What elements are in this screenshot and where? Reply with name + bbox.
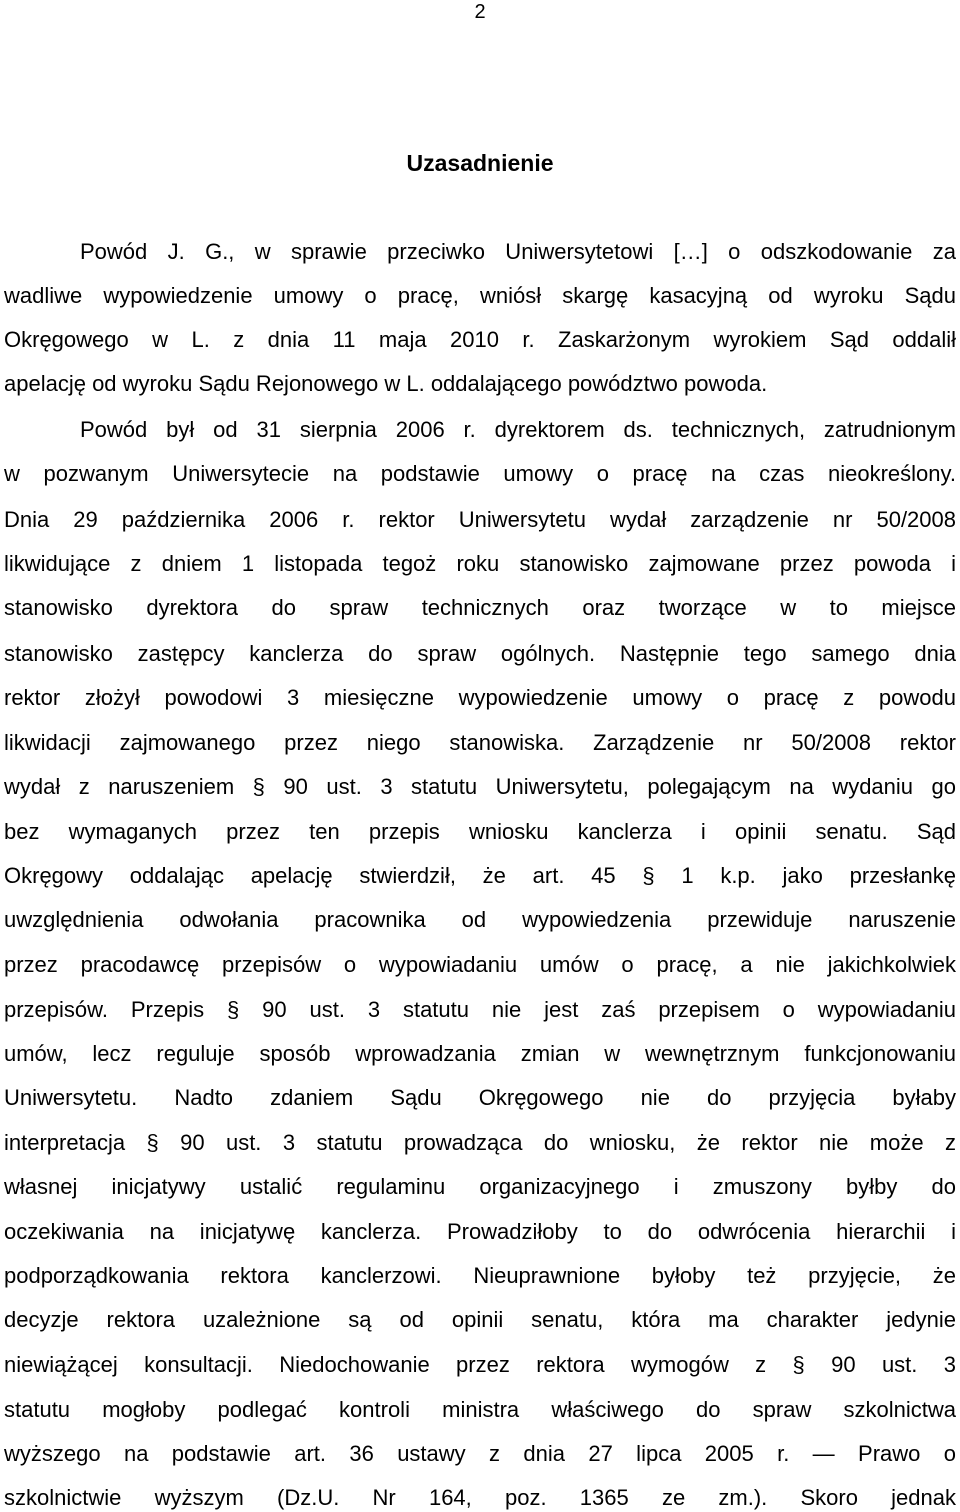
text-line: stanowisko dyrektora do spraw technicznych oraz tworzące w to miejsce	[4, 595, 956, 620]
text-line: oczekiwania na inicjatywę kanclerza. Prowadziłoby to do odwrócenia hierarchii i	[4, 1219, 956, 1244]
text-line: przez pracodawcę przepisów o wypowiadaniu umów o pracę, a nie jakichkolwiek	[4, 952, 956, 977]
document-heading: Uzasadnienie	[406, 150, 554, 176]
page-number: 2	[474, 1, 486, 23]
text-line: Uniwersytetu. Nadto zdaniem Sądu Okręgowego nie do przyjęcia byłaby	[4, 1085, 956, 1110]
text-line: w pozwanym Uniwersytecie na podstawie umowy o pracę na czas nieokreślony.	[4, 461, 956, 486]
text-line: statutu mogłoby podlegać kontroli ministra właściwego do spraw szkolnictwa	[4, 1397, 956, 1422]
text-line: likwidujące z dniem 1 listopada tegoż roku stanowisko zajmowane przez powoda i	[4, 551, 956, 576]
text-line: rektor złożył powodowi 3 miesięczne wypowiedzenie umowy o pracę z powodu	[4, 685, 956, 710]
text-line: Okręgowego w L. z dnia 11 maja 2010 r. Zaskarżonym wyrokiem Sąd oddalił	[4, 327, 956, 352]
text-line: podporządkowania rektora kanclerzowi. Nieuprawnione byłoby też przyjęcie, że	[4, 1263, 956, 1288]
text-line: stanowisko zastępcy kanclerza do spraw ogólnych. Następnie tego samego dnia	[4, 641, 956, 666]
text-line: decyzje rektora uzależnione są od opinii senatu, która ma charakter jedynie	[4, 1307, 956, 1332]
text-line: uwzględnienia odwołania pracownika od wypowiedzenia przewiduje naruszenie	[4, 907, 956, 932]
text-line: przepisów. Przepis § 90 ust. 3 statutu nie jest zaś przepisem o wypowiadaniu	[4, 997, 956, 1022]
text-line: Powód był od 31 sierpnia 2006 r. dyrektorem ds. technicznych, zatrudnionym	[80, 417, 956, 442]
text-line: własnej inicjatywy ustalić regulaminu organizacyjnego i zmuszony byłby do	[4, 1174, 956, 1199]
text-line: szkolnictwie wyższym (Dz.U. Nr 164, poz. 1365 ze zm.). Skoro jednak	[4, 1485, 956, 1510]
text-line: interpretacja § 90 ust. 3 statutu prowadząca do wniosku, że rektor nie może z	[4, 1130, 956, 1155]
text-line: Powód J. G., w sprawie przeciwko Uniwersytetowi […] o odszkodowanie za	[80, 239, 956, 264]
text-line: wydał z naruszeniem § 90 ust. 3 statutu Uniwersytetu, polegającym na wydaniu go	[4, 774, 956, 799]
text-line: umów, lecz reguluje sposób wprowadzania zmian w wewnętrznym funkcjonowaniu	[4, 1041, 956, 1066]
text-line: bez wymaganych przez ten przepis wniosku kanclerza i opinii senatu. Sąd	[4, 819, 956, 844]
text-line: likwidacji zajmowanego przez niego stanowiska. Zarządzenie nr 50/2008 rektor	[4, 730, 956, 755]
text-line: niewiążącej konsultacji. Niedochowanie przez rektora wymogów z § 90 ust. 3	[4, 1352, 956, 1377]
text-line: Dnia 29 października 2006 r. rektor Uniwersytetu wydał zarządzenie nr 50/2008	[4, 507, 956, 532]
text-line: wyższego na podstawie art. 36 ustawy z dnia 27 lipca 2005 r. — Prawo o	[4, 1441, 956, 1466]
text-line: wadliwe wypowiedzenie umowy o pracę, wniósł skargę kasacyjną od wyroku Sądu	[4, 283, 956, 308]
text-line: Okręgowy oddalając apelację stwierdził, że art. 45 § 1 k.p. jako przesłankę	[4, 863, 956, 888]
text-line: apelację od wyroku Sądu Rejonowego w L. oddalającego powództwo powoda.	[4, 371, 768, 396]
